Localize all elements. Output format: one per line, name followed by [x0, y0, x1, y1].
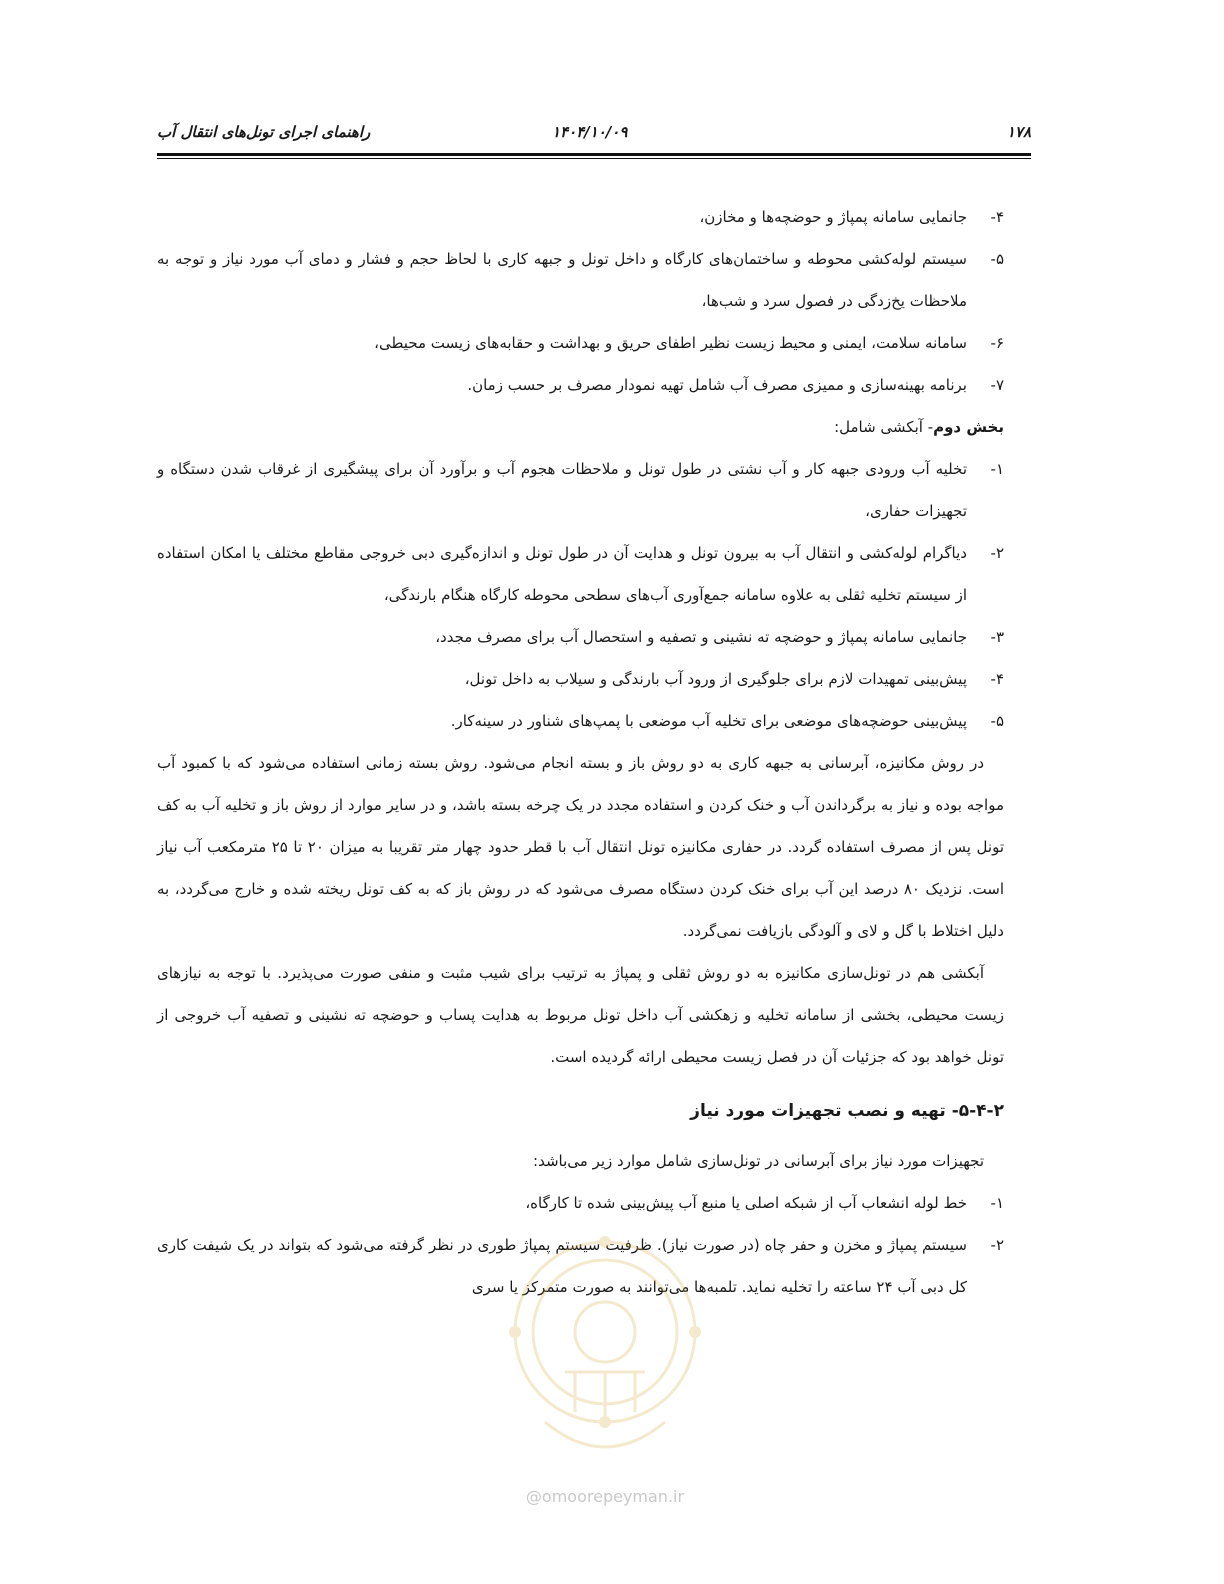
list-text: سیستم لوله‌کشی محوطه و ساختمان‌های کارگاه و داخل تونل و جبهه کاری با لحاظ حجم و فشار و دمای آب مورد نیاز و توجه به ملاحظات یخ‌زدگی در فصول سرد و شب‌ها،: [157, 250, 967, 310]
list-item: [157, 1182, 1004, 1224]
list-text: سامانه سلامت، ایمنی و محیط زیست نظیر اطفای حریق و بهداشت و حقابه‌های زیست محیطی،: [374, 334, 967, 352]
list-item: [157, 700, 1004, 742]
list-number: ۲-: [990, 1236, 1004, 1254]
list-number: ۴-: [990, 208, 1004, 226]
list-text: تخلیه آب ورودی جبهه کار و آب نشتی در طول تونل و ملاحظات هجوم آب و برآورد آن برای پیشگیری از غرقاب شدن دستگاه و تجهیزات حفاری،: [157, 460, 967, 520]
list-item: [157, 448, 1004, 532]
list-number: ۷-: [990, 376, 1004, 394]
body-paragraph: آبکشی هم در تونل‌سازی مکانیزه به دو روش ثقلی و پمپاژ به ترتیب برای شیب مثبت و منفی صورت می‌پذیرد. با توجه به نیازهای زیست محیطی، بخشی از سامانه تخلیه و زهکشی آب داخل تونل مربوط به هدایت پساب و حوضچه ته نشینی و تصفیه آب خروجی از تونل خواهد بود که جزئیات آن در فصل زیست محیطی ارائه گردیده است.: [157, 964, 1004, 1066]
list-number: ۶-: [990, 334, 1004, 352]
header-date: ۱۴۰۴/۱۰/۰۹: [552, 123, 628, 141]
list-item: [157, 1224, 1004, 1308]
list-number: ۱-: [990, 1194, 1004, 1212]
section-label: بخش دوم: [933, 418, 1004, 436]
list-item: [157, 532, 1004, 616]
list-text: خط لوله انشعاب آب از شبکه اصلی یا منبع آب پیش‌بینی شده تا کارگاه،: [525, 1194, 967, 1212]
list-text: برنامه بهینه‌سازی و ممیزی مصرف آب شامل تهیه نمودار مصرف بر حسب زمان.: [467, 376, 967, 394]
list-number: ۴-: [990, 670, 1004, 688]
body-paragraph: در روش مکانیزه، آبرسانی به جبهه کاری به دو روش باز و بسته انجام می‌شود. روش بسته زمانی استفاده می‌شود که با کمبود آب مواجه بوده و نیاز به برگرداندن آب و خنک کردن و استفاده مجدد در یک چرخه بسته باشد، و در سایر موارد از روش باز و تخلیه آب به کف تونل پس از مصرف استفاده گردد. در حفاری مکانیزه تونل انتقال آب با قطر حدود چهار متر تقریبا به میزان ۲۰ تا ۲۵ مترمکعب آب نیاز است. نزدیک ۸۰ درصد این آب برای خنک کردن دستگاه مصرف می‌شود که در روش باز که به کف تونل ریخته شده و خارج می‌گردد، به دلیل اختلاط با گل و لای و آلودگی بازیافت نمی‌گردد.: [157, 754, 1005, 940]
running-title: راهنمای اجرای تونل‌های انتقال آب: [157, 123, 371, 141]
header-rule: [157, 153, 1031, 156]
list-item: [157, 364, 1004, 406]
list-number: ۵-: [990, 712, 1004, 730]
list-item: [157, 658, 1004, 700]
list-item: [157, 616, 1004, 658]
section-heading: ۵-۴-۲- تهیه و نصب تجهیزات مورد نیاز: [690, 1101, 1004, 1121]
list-number: ۵-: [990, 250, 1004, 268]
list-text: دیاگرام لوله‌کشی و انتقال آب به بیرون تونل و هدایت آن در طول تونل و اندازه‌گیری دبی خروجی مقاطع مختلف یا امکان استفاده از سیستم تخلیه ثقلی به علاوه سامانه جمع‌آوری آب‌های سطحی محوطه کارگاه هنگام بارندگی،: [157, 544, 967, 604]
list-text: پیش‌بینی حوضچه‌های موضعی برای تخلیه آب موضعی با پمپ‌های شناور در سینه‌کار.: [450, 712, 967, 730]
list-number: ۳-: [990, 628, 1004, 646]
header-rule-thin: [157, 158, 1031, 159]
page-header: [157, 120, 1031, 150]
list-text: پیش‌بینی تمهیدات لازم برای جلوگیری از ورود آب بارندگی و سیلاب به داخل تونل،: [464, 670, 967, 688]
watermark-text: @omoorepeyman.ir: [525, 1487, 685, 1506]
intro-paragraph: تجهیزات مورد نیاز برای آبرسانی در تونل‌سازی شامل موارد زیر می‌باشد:: [533, 1152, 984, 1170]
page-number: ۱۷۸: [1006, 123, 1031, 141]
list-text: جانمایی سامانه پمپاژ و حوضچه ته نشینی و تصفیه و استحصال آب برای مصرف مجدد،: [435, 628, 967, 646]
section-text: - آبکشی شامل:: [834, 418, 934, 436]
list-item: [157, 238, 1004, 322]
section-intro: [157, 406, 1004, 448]
list-text: جانمایی سامانه پمپاژ و حوضچه‌ها و مخازن،: [699, 208, 967, 226]
list-item: [157, 196, 1004, 238]
list-item: [157, 322, 1004, 364]
list-number: ۱-: [990, 460, 1004, 478]
list-number: ۲-: [990, 544, 1004, 562]
page-body: [157, 196, 1004, 1308]
list-text: سیستم پمپاژ و مخزن و حفر چاه (در صورت نیاز). ظرفیت سیستم پمپاژ طوری در نظر گرفته می‌شود که بتواند در یک شیفت کاری کل دبی آب ۲۴ ساعته را تخلیه نماید. تلمبه‌ها می‌توانند به صورت متمرکز یا سری: [157, 1236, 967, 1296]
